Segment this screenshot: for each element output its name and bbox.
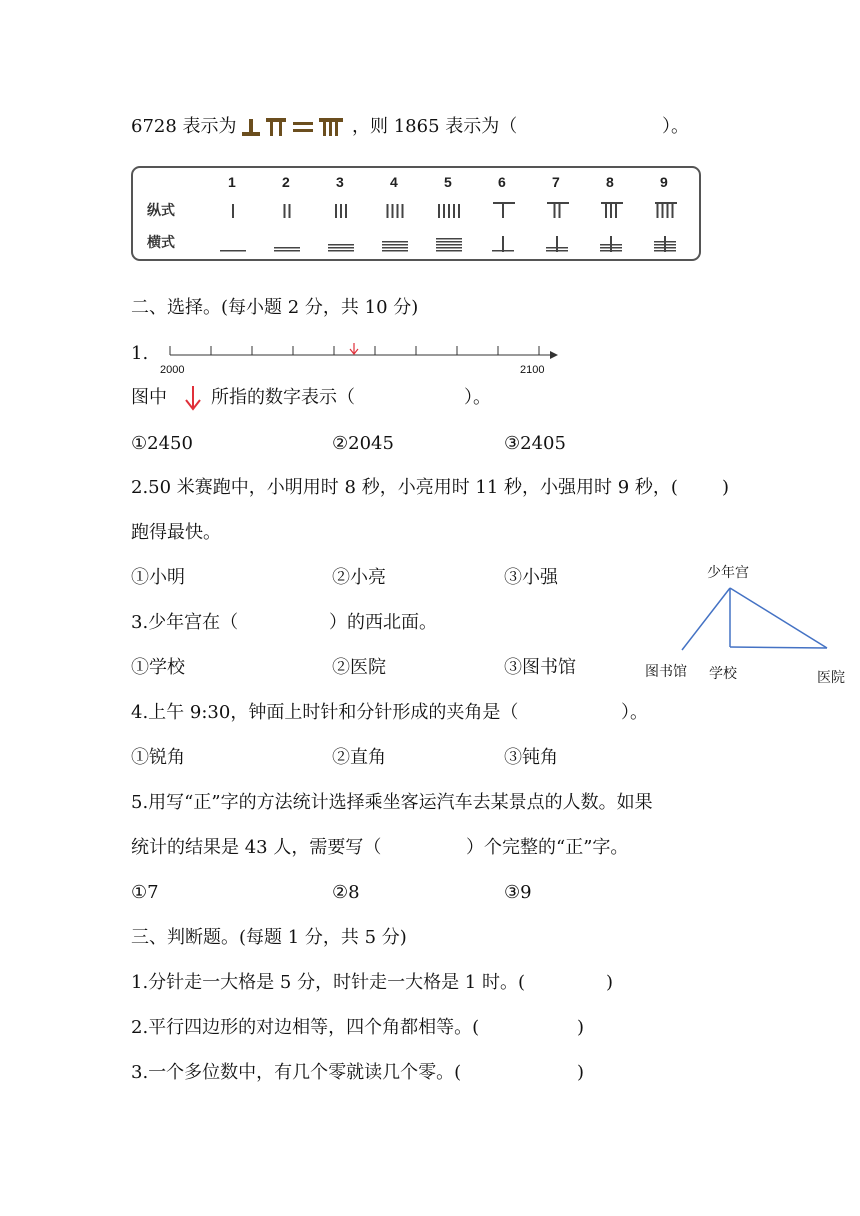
vertical-rod-top	[655, 202, 677, 204]
q4-text: 4.上午 9:30，钟面上时针和分针形成的夹角是（	[131, 702, 519, 723]
horizontal-rod	[600, 250, 622, 252]
rod-numeral-6728-image	[241, 115, 347, 139]
rod-numeral-table	[131, 166, 701, 261]
vertical-rod	[662, 204, 664, 218]
rod-glyphs	[133, 168, 699, 259]
vertical-rod	[387, 204, 389, 218]
horizontal-rod	[328, 244, 354, 246]
horizontal-rod	[382, 241, 408, 243]
horizontal-rod	[492, 250, 514, 252]
rod-digit-header: 9	[660, 174, 668, 190]
rod-digit-header: 2	[282, 174, 290, 190]
q1-text-close: ）。	[464, 387, 491, 408]
q2-line2: 跑得最快。	[131, 522, 221, 543]
horizontal-rod	[382, 244, 408, 246]
horizontal-rod	[436, 250, 462, 252]
vertical-rod	[448, 204, 450, 218]
rod-digit-header: 3	[336, 174, 344, 190]
q5-line2-close: ）个完整的“正”字。	[466, 837, 629, 858]
horizontal-rod	[546, 247, 568, 249]
vertical-rod	[345, 204, 347, 218]
q3-text-close: ）的西北面。	[329, 612, 437, 633]
vertical-rod	[453, 204, 455, 218]
vertical-rod	[615, 204, 617, 218]
horizontal-rod	[654, 244, 676, 246]
horizontal-rod-stem	[556, 236, 558, 252]
q1-option-3: ③2405	[504, 433, 566, 454]
rod-digit-header: 5	[444, 174, 452, 190]
q4-option-2: ②直角	[332, 747, 386, 768]
q5-option-1: ①7	[131, 882, 159, 903]
q1-option-2: ②2045	[332, 433, 394, 454]
horizontal-rod	[436, 247, 462, 249]
vertical-rod	[392, 204, 394, 218]
map-label-school: 学校	[709, 666, 737, 682]
rod-digit-header: 6	[498, 174, 506, 190]
horizontal-rod	[654, 250, 676, 252]
vertical-rod	[340, 204, 342, 218]
q3-option-1: ①学校	[131, 657, 185, 678]
horizontal-rod	[382, 250, 408, 252]
judge-item-2: 2.平行四边形的对边相等，四个角都相等。(	[131, 1017, 480, 1038]
horizontal-rod	[436, 238, 462, 240]
vertical-rod	[502, 204, 504, 218]
map-label-library: 图书馆	[645, 664, 687, 680]
vertical-rod	[284, 204, 286, 218]
rod-question-mid: ，则 1865 表示为（	[352, 116, 518, 137]
vertical-rod	[667, 204, 669, 218]
red-arrow-icon	[350, 343, 358, 354]
vertical-rod-top	[547, 202, 569, 204]
horizontal-rod	[436, 241, 462, 243]
q2-option-1: ①小明	[131, 567, 185, 588]
horizontal-rod	[274, 250, 300, 252]
horizontal-rod	[382, 247, 408, 249]
vertical-rod	[657, 204, 659, 218]
row-label-horizontal: 横式	[147, 234, 175, 250]
vertical-rod	[458, 204, 460, 218]
q1-text-before: 图中	[131, 387, 167, 408]
judge-item-3: 3.一个多位数中，有几个零就读几个零。(	[131, 1062, 462, 1083]
horizontal-rod	[436, 244, 462, 246]
rod-digit-header: 8	[606, 174, 614, 190]
horizontal-rod	[654, 241, 676, 243]
judge-item-3-close: )	[577, 1062, 585, 1083]
q1-option-1: ①2450	[131, 433, 193, 454]
judge-item-2-close: )	[577, 1017, 585, 1038]
direction-map	[670, 580, 840, 660]
q3-option-2: ②医院	[332, 657, 386, 678]
rod-digit-header: 4	[390, 174, 398, 190]
horizontal-rod	[600, 247, 622, 249]
horizontal-rod	[328, 250, 354, 252]
q5-option-3: ③9	[504, 882, 532, 903]
horizontal-rod	[328, 247, 354, 249]
vertical-rod	[438, 204, 440, 218]
q5-option-2: ②8	[332, 882, 360, 903]
vertical-rod	[554, 204, 556, 218]
horizontal-rod-stem	[502, 236, 504, 252]
rod-digit-header: 1	[228, 174, 236, 190]
q5-line2: 统计的结果是 43 人，需要写（	[131, 837, 382, 858]
vertical-rod	[232, 204, 234, 218]
map-label-hospital: 医院	[817, 670, 845, 686]
horizontal-rod	[274, 247, 300, 249]
axis-end-label: 2100	[520, 364, 545, 376]
q3-option-3: ③图书馆	[504, 657, 576, 678]
rod-question-suffix: ）。	[662, 116, 689, 137]
vertical-rod	[559, 204, 561, 218]
vertical-rod	[397, 204, 399, 218]
section3-title: 三、判断题。(每题 1 分，共 5 分)	[131, 927, 407, 948]
vertical-rod	[672, 204, 674, 218]
vertical-rod-top	[493, 202, 515, 204]
row-label-vertical: 纵式	[147, 202, 175, 218]
rod-question-prefix: 6728 表示为	[131, 116, 237, 137]
q1-label: 1.	[131, 343, 149, 364]
horizontal-rod	[654, 247, 676, 249]
q1-text-after: 所指的数字表示（	[211, 387, 355, 408]
q2-option-3: ③小强	[504, 567, 558, 588]
horizontal-rod	[220, 250, 246, 252]
section2-title: 二、选择。(每小题 2 分，共 10 分)	[131, 297, 419, 318]
horizontal-rod	[546, 250, 568, 252]
q2-line1-close: )	[722, 477, 730, 498]
vertical-rod	[610, 204, 612, 218]
rod-digit-header: 7	[552, 174, 560, 190]
vertical-rod	[605, 204, 607, 218]
q4-text-close: ）。	[621, 702, 648, 723]
q3-text: 3.少年宫在（	[131, 612, 239, 633]
down-arrow-icon	[182, 384, 204, 412]
map-label-youth-palace: 少年宫	[707, 565, 749, 581]
vertical-rod-top	[601, 202, 623, 204]
vertical-rod	[402, 204, 404, 218]
q5-line1: 5.用写“正”字的方法统计选择乘坐客运汽车去某景点的人数。如果	[131, 792, 653, 813]
q4-option-3: ③钝角	[504, 747, 558, 768]
axis-start-label: 2000	[160, 364, 185, 376]
vertical-rod	[289, 204, 291, 218]
judge-item-1-close: )	[606, 972, 614, 993]
q4-option-1: ①锐角	[131, 747, 185, 768]
judge-item-1: 1.分针走一大格是 5 分，时针走一大格是 1 时。(	[131, 972, 525, 993]
q2-option-2: ②小亮	[332, 567, 386, 588]
horizontal-rod	[600, 244, 622, 246]
vertical-rod	[443, 204, 445, 218]
vertical-rod	[335, 204, 337, 218]
q2-line1: 2.50 米赛跑中，小明用时 8 秒，小亮用时 11 秒，小强用时 9 秒，(	[131, 477, 678, 498]
number-line	[160, 338, 570, 378]
